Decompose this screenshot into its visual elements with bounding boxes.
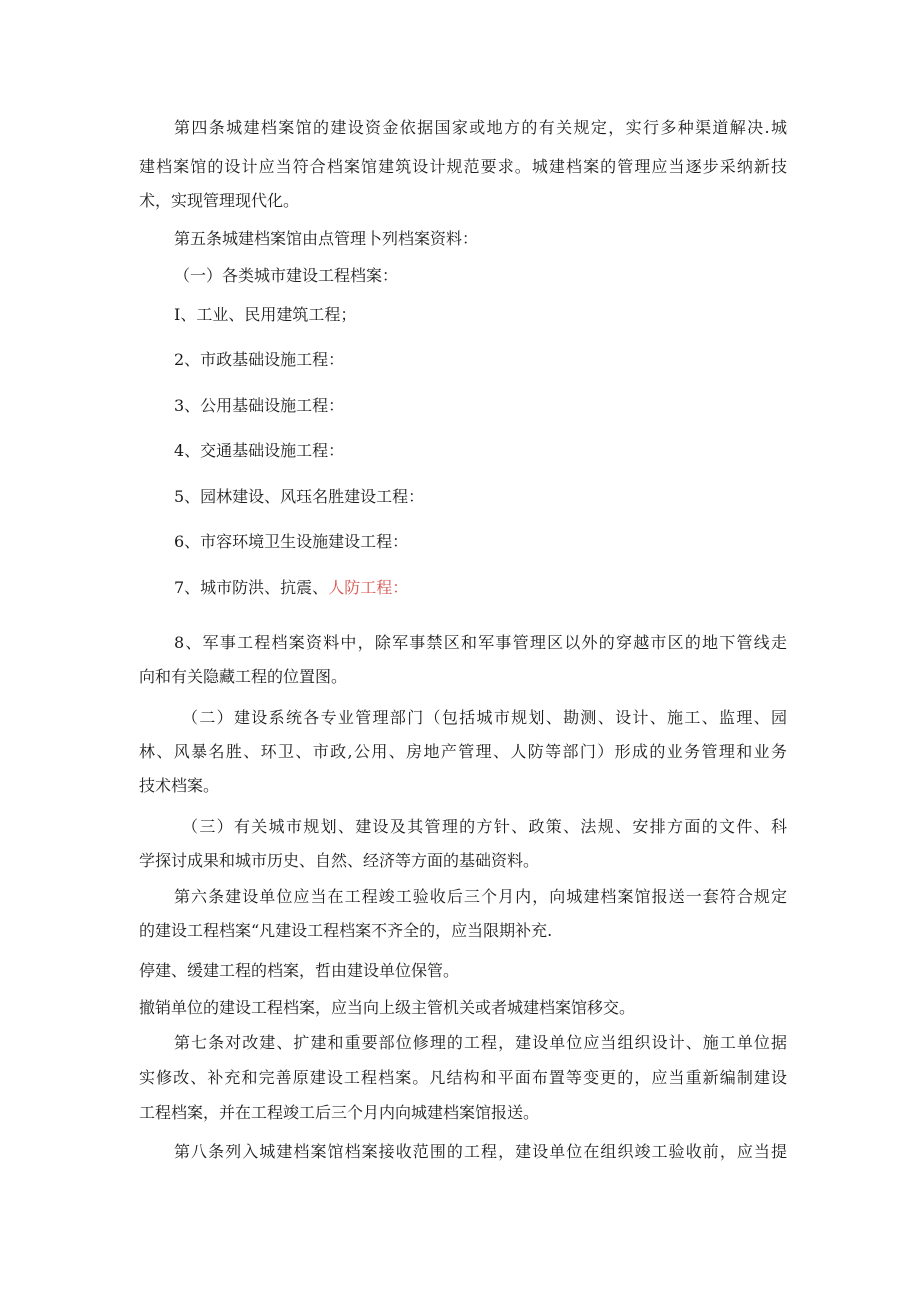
list-item-2: 2、市政基础设施工程： bbox=[174, 350, 345, 369]
category-2-line-2: 林、风暴名胜、环卫、市政,公用、房地产管理、人防等部门）形成的业务管理和业务 bbox=[139, 742, 787, 761]
list-item-8-line-2: 向和有关隐藏工程的位置图。 bbox=[139, 667, 348, 686]
article-7-line-3: 工程档案，并在工程竣工后三个月内向城建档案馆报送。 bbox=[139, 1103, 540, 1122]
article-7-line-1: 第七条对改建、扩建和重要部位修理的工程，建设单位应当组织设计、施工单位据 bbox=[174, 1033, 787, 1052]
article-6-line-1: 第六条建设单位应当在工程竣工验收后三个月内，向城建档案馆报送一套符合规定 bbox=[174, 887, 787, 906]
article-4-line-1: 第四条城建档案馆的建设资金依据国家或地方的有关规定，实行多种渠道解决.城 bbox=[174, 118, 787, 137]
list-item-4: 4、交通基础设施工程： bbox=[174, 441, 345, 460]
article-6-paragraph-2: 停建、缓建工程的档案，哲由建设单位保管。 bbox=[139, 961, 460, 980]
list-item-7-text: 7、城市防洪、抗震、 bbox=[174, 578, 329, 597]
article-5-heading: 第五条城建档案馆由点管理卜列档案资料： bbox=[174, 229, 479, 248]
article-6-paragraph-3: 撤销单位的建设工程档案，应当向上级主管机关或者城建档案馆移交。 bbox=[139, 998, 636, 1017]
article-4-line-2: 建档案馆的设计应当符合档案馆建筑设计规范要求。城建档案的管理应当逐步采纳新技 bbox=[139, 157, 787, 176]
category-1-heading: （一）各类城市建设工程档案： bbox=[174, 266, 399, 285]
article-4-line-3: 术，实现管理现代化。 bbox=[139, 191, 300, 210]
list-item-7-highlight: 人防工程： bbox=[328, 578, 409, 597]
article-7-line-2: 实修改、补充和完善原建设工程档案。凡结构和平面布置等变更的，应当重新编制建设 bbox=[139, 1068, 787, 1087]
list-item-5: 5、园林建设、风珏名胜建设工程： bbox=[174, 487, 425, 506]
list-item-3: 3、公用基础设施工程： bbox=[174, 396, 345, 415]
category-3-line-2: 学探讨成果和城市历史、自然、经济等方面的基础资料。 bbox=[139, 851, 540, 870]
list-item-7 bbox=[174, 576, 822, 600]
article-8-line-1: 第八条列入城建档案馆档案接收范围的工程，建设单位在组织竣工验收前，应当提 bbox=[174, 1142, 787, 1161]
category-2-line-1: （二）建设系统各专业管理部门（包括城市规划、勘测、设计、施工、监理、园 bbox=[182, 708, 787, 727]
category-2-line-3: 技术档案。 bbox=[139, 776, 220, 795]
article-6-line-2: 的建设工程档案“凡建设工程档案不齐全的，应当限期补充. bbox=[139, 921, 553, 940]
list-item-6: 6、市容环境卫生设施建设工程： bbox=[174, 532, 409, 551]
list-item-8-line-1: 8、军事工程档案资料中，除军事禁区和军事管理区以外的穿越市区的地下管线走 bbox=[174, 633, 787, 652]
category-3-line-1: （三）有关城市规划、建设及其管理的方针、政策、法规、安排方面的文件、科 bbox=[182, 817, 787, 836]
list-item-1: I、工业、民用建筑工程； bbox=[174, 305, 357, 324]
